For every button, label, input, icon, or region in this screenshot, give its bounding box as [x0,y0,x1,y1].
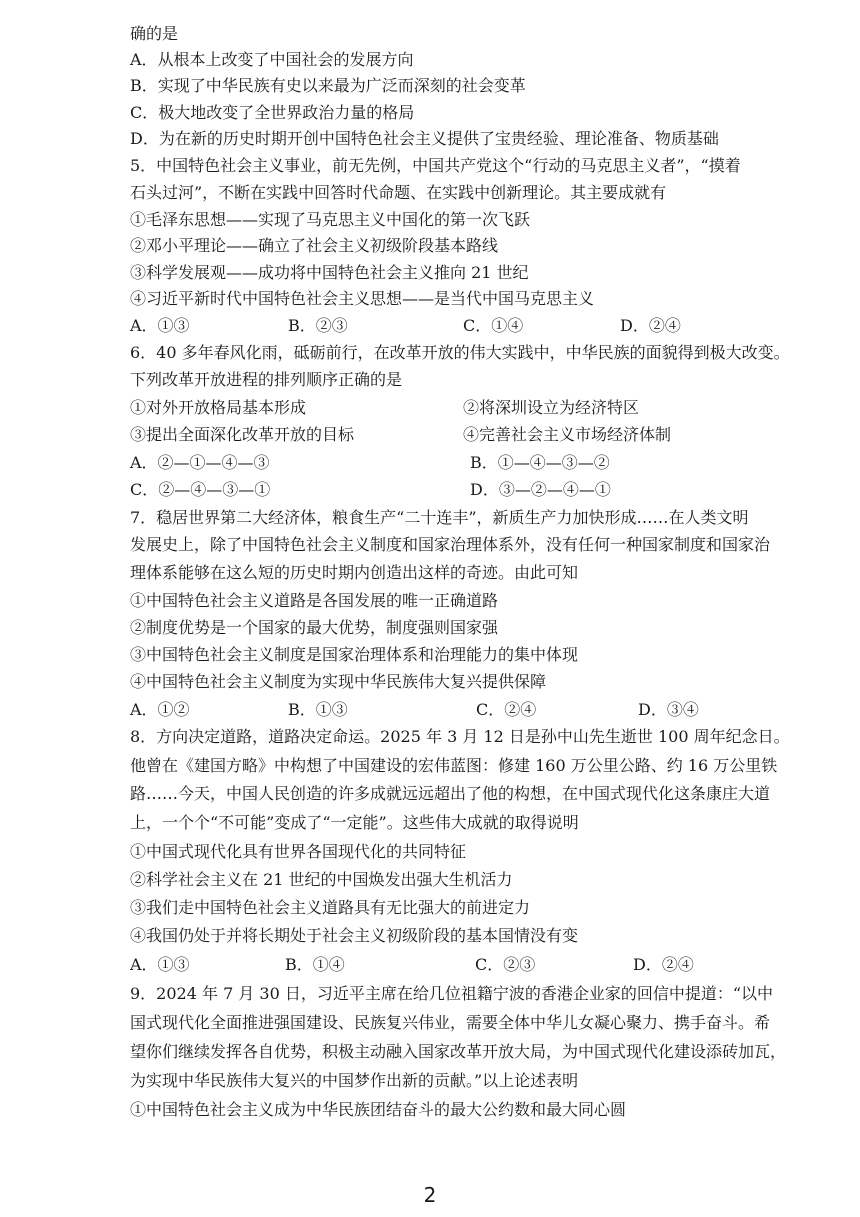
question-7-statement-4: ④中国特色社会主义制度为实现中华民族伟大复兴提供保障 [130,672,547,691]
question-7-stem: 发展史上，除了中国特色社会主义制度和国家治理体系外，没有任何一种国家制度和国家治 [130,535,771,554]
question-7-statement-1: ①中国特色社会主义道路是各国发展的唯一正确道路 [130,591,499,610]
option-b: B．②③ [288,316,348,335]
question-8-stem: 他曾在《建国方略》中构想了中国建设的宏伟蓝图：修建 160 万公里公路、约 16 万公里铁 [130,756,778,775]
option-d: D．②④ [620,316,681,335]
question-8-options [130,953,808,977]
question-6-statement-2: ②将深圳设立为经济特区 [463,398,640,417]
option-c: C．①④ [463,316,524,335]
question-6-stem: 6．40 多年春风化雨，砥砺前行，在改革开放的伟大实践中，中华民族的面貌得到极大改变。 [130,343,790,362]
question-8-stem: 路……今天，中国人民创造的许多成就远远超出了他的构想，在中国式现代化这条康庄大道 [130,784,771,803]
option-b: B．①③ [288,700,348,719]
option-d: D．③—②—④—① [470,480,611,499]
option-b: B．①—④—③—② [470,453,610,472]
question-7-options [130,698,808,722]
question-5-statement-2: ②邓小平理论——确立了社会主义初级阶段基本路线 [130,236,499,255]
option-d: D．②④ [633,955,694,974]
question-8-stem: 上，一个个“不可能”变成了“一定能”。这些伟大成就的取得说明 [130,813,579,832]
option-c: C．②③ [475,955,536,974]
question-6-statements-row [130,396,808,420]
question-7-statement-3: ③中国特色社会主义制度是国家治理体系和治理能力的集中体现 [130,645,579,664]
question-5-statement-1: ①毛泽东思想——实现了马克思主义中国化的第一次飞跃 [130,210,531,229]
question-4-stem-tail: 确的是 [130,24,179,43]
option-a: A．①③ [130,316,190,335]
question-6-stem: 下列改革开放进程的排列顺序正确的是 [130,370,403,389]
question-6-options-row [130,451,808,475]
question-4-option-c: C．极大地改变了全世界政治力量的格局 [130,103,415,122]
question-5-stem: 5．中国特色社会主义事业，前无先例，中国共产党这个“行动的马克思主义者”，“摸着 [130,156,741,175]
question-6-statement-4: ④完善社会主义市场经济体制 [463,425,672,444]
question-8-statement-3: ③我们走中国特色社会主义道路具有无比强大的前进定力 [130,898,531,917]
question-9-stem: 9．2024 年 7 月 30 日，习近平主席在给几位祖籍宁波的香港企业家的回信中提道：“以中 [130,984,774,1003]
question-8-statement-1: ①中国式现代化具有世界各国现代化的共同特征 [130,842,467,861]
question-5-options [130,314,808,338]
question-9-statement-1: ①中国特色社会主义成为中华民族团结奋斗的最大公约数和最大同心圆 [130,1100,627,1119]
question-8-stem: 8．方向决定道路，道路决定命运。2025 年 3 月 12 日是孙中山先生逝世 100 周年纪念日。 [130,727,790,746]
question-6-statement-1: ①对外开放格局基本形成 [130,398,307,417]
question-8-statement-4: ④我国仍处于并将长期处于社会主义初级阶段的基本国情没有变 [130,926,579,945]
option-b: B．①④ [285,955,345,974]
question-6-statements-row [130,423,808,447]
question-4-option-a: A．从根本上改变了中国社会的发展方向 [130,50,414,69]
question-5-statement-3: ③科学发展观——成功将中国特色社会主义推向 21 世纪 [130,263,529,282]
question-9-stem: 国式现代化全面推进强国建设、民族复兴伟业，需要全体中华儿女凝心聚力、携手奋斗。希 [130,1013,771,1032]
option-c: C．②—④—③—① [130,480,271,499]
question-6-options-row [130,478,808,502]
question-8-statement-2: ②科学社会主义在 21 世纪的中国焕发出强大生机活力 [130,870,513,889]
question-9-stem: 为实现中华民族伟大复兴的中国梦作出新的贡献。”以上论述表明 [130,1071,579,1090]
question-5-stem: 石头过河”，不断在实践中回答时代命题、在实践中创新理论。其主要成就有 [130,183,667,202]
option-d: D．③④ [638,700,699,719]
question-9-stem: 望你们继续发挥各自优势，积极主动融入国家改革开放大局，为中国式现代化建设添砖加瓦， [130,1042,787,1061]
question-7-stem: 理体系能够在这么短的历史时期内创造出这样的奇迹。由此可知 [130,563,579,582]
option-a: A．①② [130,700,190,719]
option-c: C．②④ [476,700,537,719]
page-number: 2 [423,1183,437,1207]
question-4-option-d: D．为在新的历史时期开创中国特色社会主义提供了宝贵经验、理论准备、物质基础 [130,129,719,148]
option-a: A．①③ [130,955,190,974]
question-7-statement-2: ②制度优势是一个国家的最大优势，制度强则国家强 [130,618,499,637]
option-a: A．②—①—④—③ [130,453,270,472]
question-7-stem: 7．稳居世界第二大经济体，粮食生产“二十连丰”，新质生产力加快形成……在人类文明 [130,508,749,527]
question-4-option-b: B．实现了中华民族有史以来最为广泛而深刻的社会变革 [130,76,526,95]
question-5-statement-4: ④习近平新时代中国特色社会主义思想——是当代中国马克思主义 [130,289,595,308]
question-6-statement-3: ③提出全面深化改革开放的目标 [130,425,355,444]
